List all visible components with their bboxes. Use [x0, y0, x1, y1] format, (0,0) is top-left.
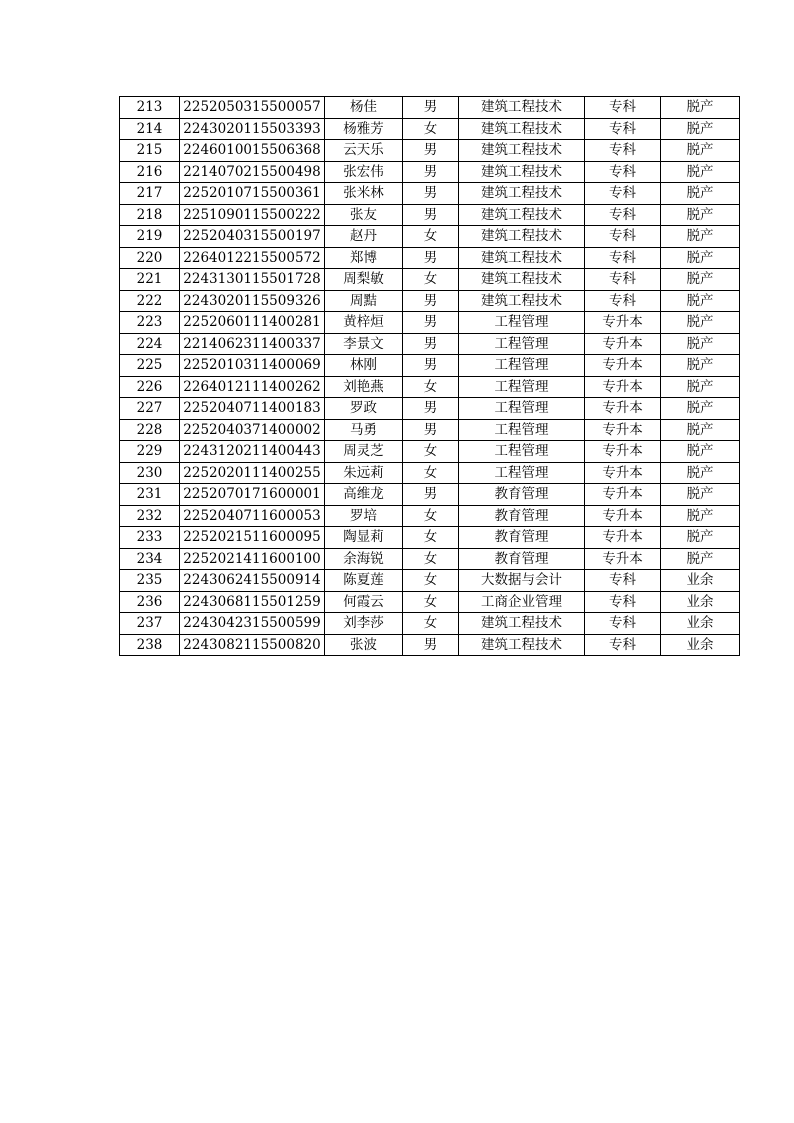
gender-cell: 女 [403, 226, 459, 248]
table-row [120, 527, 740, 549]
table-row [120, 97, 740, 119]
study-mode-cell: 业余 [661, 634, 740, 656]
student-name-cell: 杨雅芳 [325, 118, 403, 140]
education-level-cell: 专科 [585, 204, 661, 226]
study-mode-cell: 脱产 [661, 118, 740, 140]
study-mode-cell: 脱产 [661, 462, 740, 484]
table-row [120, 548, 740, 570]
major-cell: 教育管理 [459, 548, 585, 570]
education-level-cell: 专升本 [585, 527, 661, 549]
row-number-cell: 218 [120, 204, 180, 226]
major-cell: 工程管理 [459, 441, 585, 463]
study-mode-cell: 业余 [661, 570, 740, 592]
student-name-cell: 何霞云 [325, 591, 403, 613]
student-id-cell: 2243020115509326 [180, 290, 325, 312]
student-id-cell: 2264012215500572 [180, 247, 325, 269]
education-level-cell: 专科 [585, 591, 661, 613]
student-id-cell: 2243082115500820 [180, 634, 325, 656]
student-name-cell: 陶显莉 [325, 527, 403, 549]
education-level-cell: 专科 [585, 140, 661, 162]
education-level-cell: 专科 [585, 613, 661, 635]
row-number-cell: 223 [120, 312, 180, 334]
education-level-cell: 专科 [585, 226, 661, 248]
major-cell: 工程管理 [459, 355, 585, 377]
major-cell: 教育管理 [459, 484, 585, 506]
row-number-cell: 226 [120, 376, 180, 398]
education-level-cell: 专科 [585, 290, 661, 312]
row-number-cell: 235 [120, 570, 180, 592]
student-id-cell: 2243042315500599 [180, 613, 325, 635]
student-roster-table [119, 96, 740, 656]
row-number-cell: 232 [120, 505, 180, 527]
student-name-cell: 张友 [325, 204, 403, 226]
study-mode-cell: 脱产 [661, 312, 740, 334]
gender-cell: 女 [403, 570, 459, 592]
student-id-cell: 2243020115503393 [180, 118, 325, 140]
row-number-cell: 219 [120, 226, 180, 248]
row-number-cell: 215 [120, 140, 180, 162]
education-level-cell: 专科 [585, 161, 661, 183]
major-cell: 大数据与会计 [459, 570, 585, 592]
row-number-cell: 213 [120, 97, 180, 119]
student-name-cell: 余海锐 [325, 548, 403, 570]
row-number-cell: 216 [120, 161, 180, 183]
major-cell: 建筑工程技术 [459, 290, 585, 312]
table-row [120, 226, 740, 248]
study-mode-cell: 脱产 [661, 226, 740, 248]
gender-cell: 男 [403, 161, 459, 183]
student-id-cell: 2252060111400281 [180, 312, 325, 334]
student-name-cell: 高维龙 [325, 484, 403, 506]
gender-cell: 女 [403, 548, 459, 570]
study-mode-cell: 脱产 [661, 398, 740, 420]
gender-cell: 男 [403, 355, 459, 377]
student-name-cell: 李景文 [325, 333, 403, 355]
gender-cell: 女 [403, 118, 459, 140]
student-name-cell: 赵丹 [325, 226, 403, 248]
row-number-cell: 233 [120, 527, 180, 549]
student-id-cell: 2252040711400183 [180, 398, 325, 420]
gender-cell: 女 [403, 376, 459, 398]
gender-cell: 男 [403, 634, 459, 656]
student-id-cell: 2214062311400337 [180, 333, 325, 355]
gender-cell: 女 [403, 613, 459, 635]
table-row [120, 591, 740, 613]
study-mode-cell: 脱产 [661, 484, 740, 506]
student-name-cell: 张宏伟 [325, 161, 403, 183]
study-mode-cell: 脱产 [661, 204, 740, 226]
education-level-cell: 专升本 [585, 355, 661, 377]
study-mode-cell: 脱产 [661, 290, 740, 312]
education-level-cell: 专科 [585, 118, 661, 140]
student-id-cell: 2252021511600095 [180, 527, 325, 549]
study-mode-cell: 脱产 [661, 269, 740, 291]
student-id-cell: 2252040371400002 [180, 419, 325, 441]
gender-cell: 女 [403, 505, 459, 527]
row-number-cell: 224 [120, 333, 180, 355]
table-row [120, 570, 740, 592]
major-cell: 建筑工程技术 [459, 269, 585, 291]
education-level-cell: 专科 [585, 634, 661, 656]
table-row [120, 634, 740, 656]
student-name-cell: 马勇 [325, 419, 403, 441]
table-row [120, 247, 740, 269]
table-row [120, 505, 740, 527]
gender-cell: 男 [403, 140, 459, 162]
study-mode-cell: 脱产 [661, 247, 740, 269]
major-cell: 建筑工程技术 [459, 226, 585, 248]
study-mode-cell: 脱产 [661, 183, 740, 205]
major-cell: 建筑工程技术 [459, 118, 585, 140]
gender-cell: 男 [403, 419, 459, 441]
education-level-cell: 专升本 [585, 548, 661, 570]
table-row [120, 290, 740, 312]
row-number-cell: 237 [120, 613, 180, 635]
gender-cell: 女 [403, 441, 459, 463]
major-cell: 工程管理 [459, 312, 585, 334]
education-level-cell: 专升本 [585, 484, 661, 506]
student-id-cell: 2252050315500057 [180, 97, 325, 119]
table-row [120, 204, 740, 226]
gender-cell: 男 [403, 204, 459, 226]
study-mode-cell: 脱产 [661, 376, 740, 398]
row-number-cell: 214 [120, 118, 180, 140]
gender-cell: 男 [403, 290, 459, 312]
education-level-cell: 专升本 [585, 462, 661, 484]
gender-cell: 男 [403, 312, 459, 334]
study-mode-cell: 脱产 [661, 97, 740, 119]
major-cell: 工程管理 [459, 419, 585, 441]
student-name-cell: 云天乐 [325, 140, 403, 162]
student-name-cell: 陈夏莲 [325, 570, 403, 592]
row-number-cell: 227 [120, 398, 180, 420]
study-mode-cell: 业余 [661, 613, 740, 635]
education-level-cell: 专升本 [585, 505, 661, 527]
major-cell: 工程管理 [459, 376, 585, 398]
gender-cell: 男 [403, 183, 459, 205]
gender-cell: 男 [403, 484, 459, 506]
student-name-cell: 周灵芝 [325, 441, 403, 463]
student-id-cell: 2264012111400262 [180, 376, 325, 398]
row-number-cell: 220 [120, 247, 180, 269]
table-row [120, 183, 740, 205]
student-id-cell: 2252021411600100 [180, 548, 325, 570]
education-level-cell: 专升本 [585, 333, 661, 355]
student-name-cell: 周梨敏 [325, 269, 403, 291]
row-number-cell: 222 [120, 290, 180, 312]
gender-cell: 男 [403, 247, 459, 269]
major-cell: 教育管理 [459, 505, 585, 527]
major-cell: 工商企业管理 [459, 591, 585, 613]
table-row [120, 269, 740, 291]
table-row [120, 333, 740, 355]
row-number-cell: 234 [120, 548, 180, 570]
student-id-cell: 2214070215500498 [180, 161, 325, 183]
student-name-cell: 郑博 [325, 247, 403, 269]
study-mode-cell: 脱产 [661, 419, 740, 441]
student-name-cell: 刘艳燕 [325, 376, 403, 398]
study-mode-cell: 脱产 [661, 140, 740, 162]
study-mode-cell: 业余 [661, 591, 740, 613]
table-row [120, 140, 740, 162]
table-row [120, 161, 740, 183]
table-row [120, 613, 740, 635]
student-name-cell: 张波 [325, 634, 403, 656]
table-row [120, 376, 740, 398]
education-level-cell: 专升本 [585, 398, 661, 420]
student-id-cell: 2243130115501728 [180, 269, 325, 291]
study-mode-cell: 脱产 [661, 333, 740, 355]
row-number-cell: 230 [120, 462, 180, 484]
table-row [120, 118, 740, 140]
major-cell: 工程管理 [459, 333, 585, 355]
study-mode-cell: 脱产 [661, 161, 740, 183]
major-cell: 建筑工程技术 [459, 613, 585, 635]
education-level-cell: 专升本 [585, 441, 661, 463]
student-id-cell: 2251090115500222 [180, 204, 325, 226]
education-level-cell: 专科 [585, 247, 661, 269]
row-number-cell: 231 [120, 484, 180, 506]
table-row [120, 398, 740, 420]
gender-cell: 女 [403, 269, 459, 291]
major-cell: 工程管理 [459, 398, 585, 420]
student-id-cell: 2243120211400443 [180, 441, 325, 463]
gender-cell: 女 [403, 527, 459, 549]
student-name-cell: 刘李莎 [325, 613, 403, 635]
student-name-cell: 林刚 [325, 355, 403, 377]
major-cell: 建筑工程技术 [459, 204, 585, 226]
student-name-cell: 黄梓烜 [325, 312, 403, 334]
study-mode-cell: 脱产 [661, 505, 740, 527]
major-cell: 建筑工程技术 [459, 161, 585, 183]
major-cell: 工程管理 [459, 462, 585, 484]
education-level-cell: 专科 [585, 97, 661, 119]
row-number-cell: 238 [120, 634, 180, 656]
table-row [120, 484, 740, 506]
study-mode-cell: 脱产 [661, 355, 740, 377]
student-id-cell: 2252010715500361 [180, 183, 325, 205]
student-id-cell: 2252040711600053 [180, 505, 325, 527]
study-mode-cell: 脱产 [661, 441, 740, 463]
row-number-cell: 236 [120, 591, 180, 613]
table-row [120, 419, 740, 441]
study-mode-cell: 脱产 [661, 527, 740, 549]
study-mode-cell: 脱产 [661, 548, 740, 570]
table-row [120, 355, 740, 377]
major-cell: 建筑工程技术 [459, 634, 585, 656]
roster-body [120, 97, 740, 656]
education-level-cell: 专升本 [585, 376, 661, 398]
education-level-cell: 专科 [585, 183, 661, 205]
major-cell: 建筑工程技术 [459, 140, 585, 162]
gender-cell: 男 [403, 97, 459, 119]
education-level-cell: 专科 [585, 269, 661, 291]
major-cell: 建筑工程技术 [459, 183, 585, 205]
row-number-cell: 229 [120, 441, 180, 463]
row-number-cell: 221 [120, 269, 180, 291]
major-cell: 建筑工程技术 [459, 97, 585, 119]
student-name-cell: 罗政 [325, 398, 403, 420]
student-id-cell: 2243068115501259 [180, 591, 325, 613]
student-id-cell: 2252010311400069 [180, 355, 325, 377]
table-row [120, 462, 740, 484]
student-name-cell: 罗培 [325, 505, 403, 527]
row-number-cell: 228 [120, 419, 180, 441]
row-number-cell: 217 [120, 183, 180, 205]
student-id-cell: 2243062415500914 [180, 570, 325, 592]
gender-cell: 女 [403, 591, 459, 613]
student-name-cell: 朱远莉 [325, 462, 403, 484]
student-id-cell: 2252020111400255 [180, 462, 325, 484]
education-level-cell: 专升本 [585, 312, 661, 334]
education-level-cell: 专升本 [585, 419, 661, 441]
student-name-cell: 周黠 [325, 290, 403, 312]
student-id-cell: 2252070171600001 [180, 484, 325, 506]
row-number-cell: 225 [120, 355, 180, 377]
education-level-cell: 专科 [585, 570, 661, 592]
gender-cell: 男 [403, 398, 459, 420]
student-id-cell: 2252040315500197 [180, 226, 325, 248]
student-id-cell: 2246010015506368 [180, 140, 325, 162]
student-name-cell: 杨佳 [325, 97, 403, 119]
student-name-cell: 张米林 [325, 183, 403, 205]
gender-cell: 女 [403, 462, 459, 484]
table-row [120, 312, 740, 334]
major-cell: 建筑工程技术 [459, 247, 585, 269]
gender-cell: 男 [403, 333, 459, 355]
major-cell: 教育管理 [459, 527, 585, 549]
table-row [120, 441, 740, 463]
